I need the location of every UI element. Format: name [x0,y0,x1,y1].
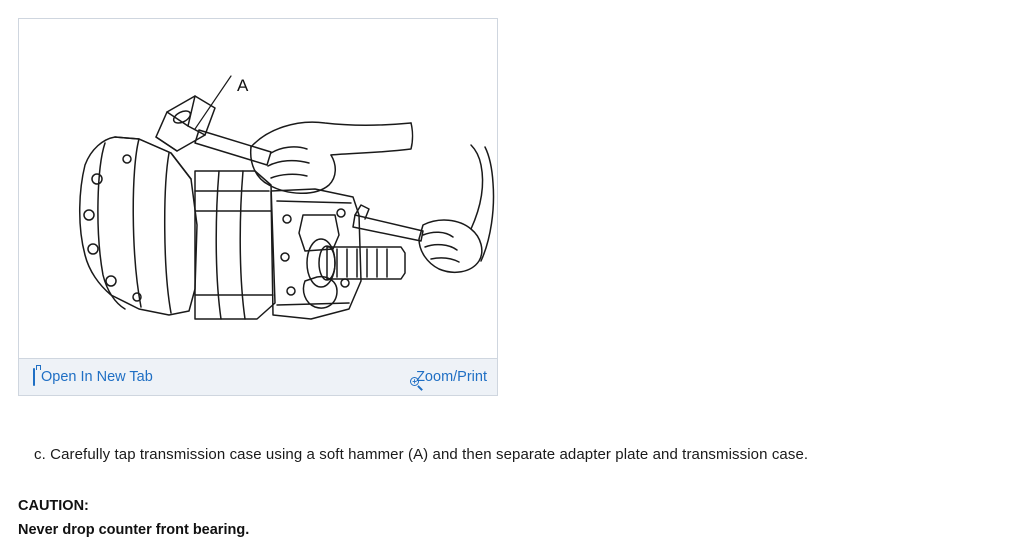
case-rib-2 [240,171,245,319]
adapter-boss-1 [299,215,339,251]
bell-housing-inner-edge [98,143,125,309]
bolt-hole-3 [88,244,98,254]
hammer-handle [195,130,271,165]
callout-label-a: A [237,76,249,95]
pry-tool [353,215,423,241]
figure-container [18,18,498,396]
adapter-bolt-3 [287,287,295,295]
open-in-new-tab-label: Open In New Tab [41,369,153,385]
transmission-diagram [19,19,497,357]
adapter-bolt-4 [337,209,345,217]
bolt-hole-4 [106,276,116,286]
caution-label: CAUTION: [18,498,89,514]
bolt-hole-6 [123,155,131,163]
transmission-line-drawing [19,19,497,357]
adapter-bolt-1 [283,215,291,223]
finger-3 [271,174,307,178]
finger-2 [268,161,309,166]
lower-finger-1 [423,232,453,237]
upper-hand-top [251,122,411,147]
finger-1 [271,147,307,153]
bolt-hole-1 [92,174,102,184]
adapter-line-1 [277,201,351,203]
procedure-step-text: c. Carefully tap transmission case using a soft hammer (A) and then separate adapter plate and transmission case. [34,446,809,463]
bell-housing-rib-2 [165,153,171,313]
forearm-bottom [481,147,494,261]
new-tab-icon [33,370,35,385]
bolt-hole-2 [84,210,94,220]
figure-toolbar [19,358,497,395]
callout-leader [195,76,231,129]
bearing-ring [307,239,335,287]
output-shaft [327,247,405,279]
forearm-top [471,145,483,229]
transmission-main-case [195,171,275,319]
adapter-bolt-5 [341,279,349,287]
adapter-bolt-2 [281,253,289,261]
zoom-print-link[interactable]: + Zoom/Print [412,369,487,386]
bell-housing-rib-1 [133,139,141,307]
caution-text: Never drop counter front bearing. [18,522,250,538]
upper-hand-bottom [251,147,336,193]
lower-finger-2 [425,245,457,250]
open-in-new-tab-link[interactable] [33,369,153,385]
bell-housing-top-flange [115,137,191,179]
lower-finger-3 [431,258,459,262]
upper-hand-right [331,123,413,155]
zoom-print-label: Zoom/Print [416,369,487,385]
adapter-line-2 [277,303,349,305]
case-rib-1 [216,171,221,319]
